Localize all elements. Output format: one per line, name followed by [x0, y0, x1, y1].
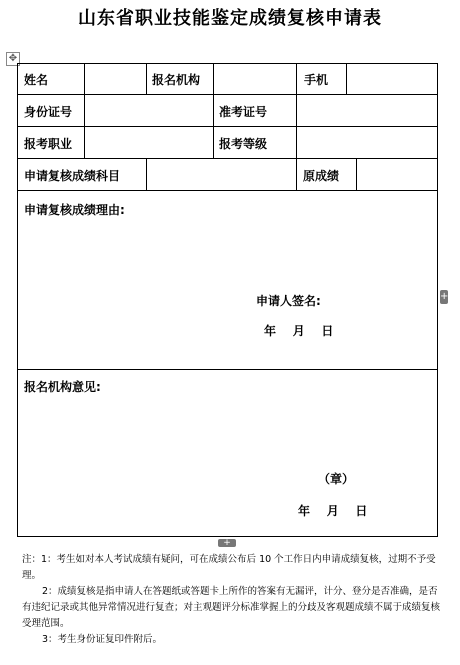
note-3: 3：考生身份证复印件附后。	[42, 634, 163, 645]
level-label: 报考等级	[219, 137, 268, 151]
reason-label: 申请复核成绩理由:	[24, 203, 125, 217]
page-title: 山东省职业技能鉴定成绩复核申请表	[78, 8, 382, 29]
reason-field[interactable]	[19, 214, 437, 284]
col-divider	[146, 64, 147, 94]
row-divider	[18, 190, 438, 191]
signature-label: 申请人签名:	[256, 294, 321, 308]
orig-score-label: 原成绩	[303, 169, 340, 183]
col-divider	[213, 94, 214, 158]
seal-label: （章）	[318, 472, 355, 486]
phone-field[interactable]	[347, 65, 437, 93]
subject-label: 申请复核成绩科目	[24, 169, 121, 183]
ticket-field[interactable]	[297, 95, 437, 125]
application-form-table	[17, 63, 438, 537]
opinion-field[interactable]	[19, 394, 437, 464]
org-date-label: 年 月 日	[298, 504, 368, 518]
id-label: 身份证号	[24, 105, 73, 119]
subject-field[interactable]	[147, 159, 295, 189]
col-divider	[296, 158, 297, 190]
note-2: 2：成绩复核是指申请人在答题纸或答题卡上所作的答案有无漏评，计分、登分是否准确，是否有违纪记录或其他异常情况进行复查；对主观题评分标准掌握上的分歧及客观题成绩不属于成绩复核受理范围。	[22, 586, 441, 629]
row-divider	[18, 369, 438, 370]
name-field[interactable]	[85, 65, 145, 93]
note-1: 注：1：考生如对本人考试成绩有疑问，可在成绩公布后 10 个工作日内申请成绩复核，过期不予受理。	[22, 554, 436, 581]
add-column-icon[interactable]: +	[218, 539, 236, 547]
add-row-icon[interactable]: +	[440, 291, 449, 302]
table-move-handle-icon[interactable]: ✥	[6, 52, 20, 66]
org-field[interactable]	[214, 65, 295, 93]
level-field[interactable]	[297, 127, 437, 157]
org-label: 报名机构	[152, 73, 201, 87]
ticket-label: 准考证号	[219, 105, 268, 119]
id-field[interactable]	[85, 95, 212, 125]
orig-score-field[interactable]	[357, 159, 437, 189]
applicant-date-label: 年 月 日	[264, 324, 334, 338]
opinion-label: 报名机构意见:	[24, 380, 101, 394]
phone-label: 手机	[304, 73, 329, 87]
notes-section	[22, 552, 442, 648]
name-label: 姓名	[24, 73, 49, 87]
job-label: 报考职业	[24, 137, 73, 151]
job-field[interactable]	[85, 127, 212, 157]
col-divider	[296, 64, 297, 94]
